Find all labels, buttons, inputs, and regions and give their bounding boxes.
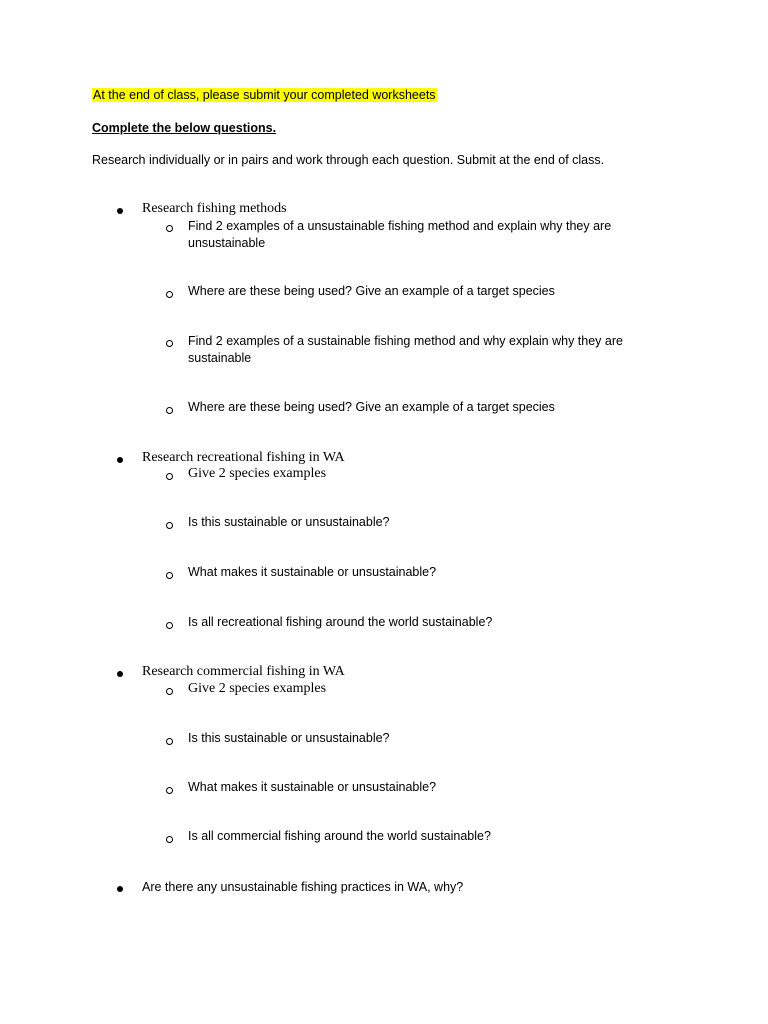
question-item: Is this sustainable or unsustainable? [188, 731, 390, 745]
bullet-icon [117, 886, 123, 892]
circle-bullet-icon [166, 473, 173, 480]
circle-bullet-icon [166, 622, 173, 629]
circle-bullet-icon [166, 340, 173, 347]
bullet-icon [117, 671, 123, 677]
question-item: Give 2 species examples [188, 466, 327, 481]
submission-notice [92, 88, 437, 102]
circle-bullet-icon [166, 836, 173, 843]
question-item: Where are these being used? Give an example of a target species [188, 400, 555, 414]
section-title: Research fishing methods [142, 201, 287, 216]
bullet-icon [117, 457, 123, 463]
instructions-heading: Complete the below questions. [92, 121, 277, 135]
section-title: Research commercial fishing in WA [142, 664, 345, 679]
circle-bullet-icon [166, 407, 173, 414]
circle-bullet-icon [166, 738, 173, 745]
circle-bullet-icon [166, 787, 173, 794]
question-item: Find 2 examples of a unsustainable fishing method and explain why they are unsustainable [188, 219, 612, 250]
section-title: Are there any unsustainable fishing practices in WA, why? [142, 880, 464, 894]
circle-bullet-icon [166, 522, 173, 529]
circle-bullet-icon [166, 572, 173, 579]
question-item: Where are these being used? Give an example of a target species [188, 284, 555, 298]
intro-text: Research individually or in pairs and work through each question. Submit at the end of class. [92, 153, 605, 167]
circle-bullet-icon [166, 688, 173, 695]
question-item: What makes it sustainable or unsustainable? [188, 565, 437, 579]
question-item: Is this sustainable or unsustainable? [188, 515, 390, 529]
question-item: What makes it sustainable or unsustainable? [188, 780, 437, 794]
question-item: Is all recreational fishing around the world sustainable? [188, 615, 493, 629]
section-title: Research recreational fishing in WA [142, 450, 345, 465]
bullet-icon [117, 208, 123, 214]
notice-text: At the end of class, please submit your completed worksheets [93, 88, 436, 102]
question-item: Find 2 examples of a sustainable fishing method and why explain why they are sustainable [188, 334, 623, 365]
question-item: Give 2 species examples [188, 681, 327, 696]
circle-bullet-icon [166, 291, 173, 298]
circle-bullet-icon [166, 225, 173, 232]
question-item: Is all commercial fishing around the world sustainable? [188, 829, 491, 843]
